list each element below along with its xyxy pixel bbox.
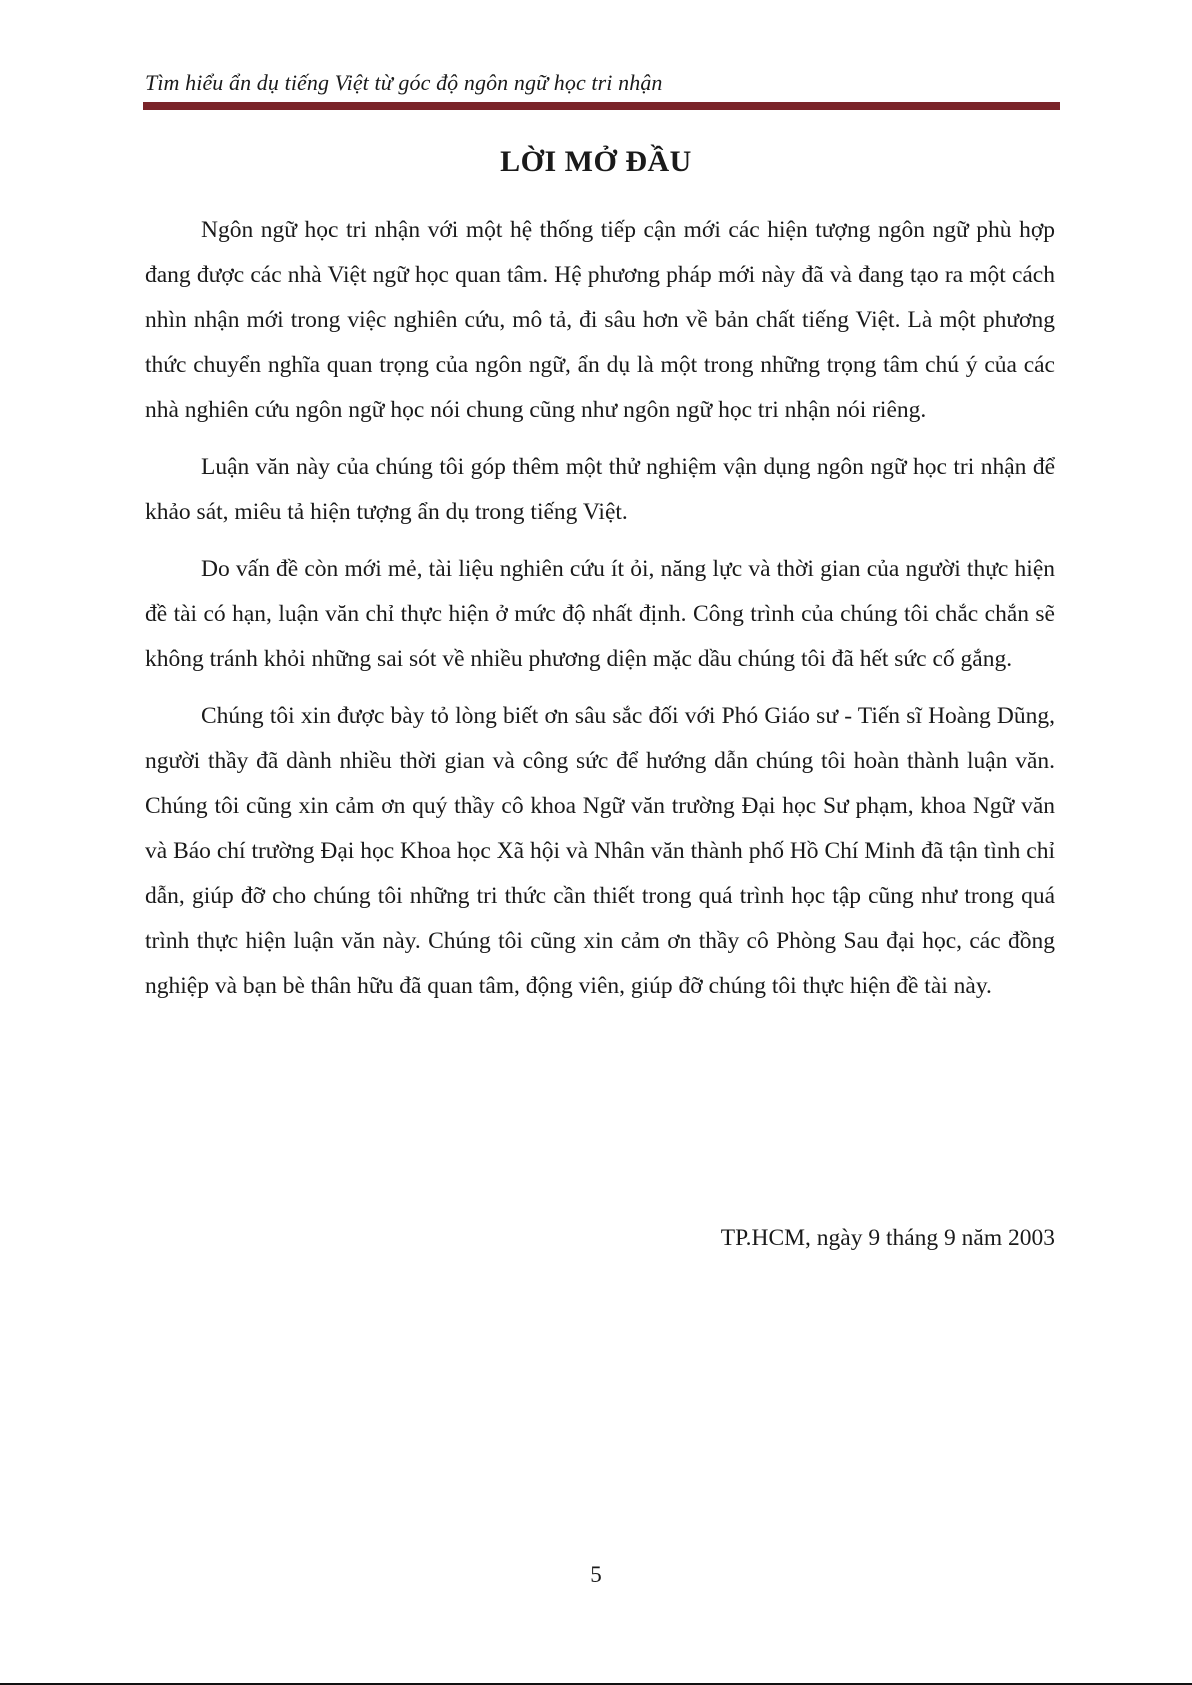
header-rule [143,102,1060,110]
paragraph-3: Do vấn đề còn mới mẻ, tài liệu nghiên cứu ít ỏi, năng lực và thời gian của người thực hiện đề tài có hạn, luận văn chỉ thực hiện ở mức độ nhất định. Công trình của chúng tôi chắc chắn sẽ không tránh khỏi những sai sót về nhiều phương diện mặc dầu chúng tôi đã hết sức cố gắng. [145,556,1055,672]
paragraph-1: Ngôn ngữ học tri nhận với một hệ thống tiếp cận mới các hiện tượng ngôn ngữ phù hợp đang được các nhà Việt ngữ học quan tâm. Hệ phương pháp mới này đã và đang tạo ra một cách nhìn nhận mới trong việc nghiên cứu, mô tả, đi sâu hơn về bản chất tiếng Việt. Là một phương thức chuyển nghĩa quan trọng của ngôn ngữ, ẩn dụ là một trong những trọng tâm chú ý của các nhà nghiên cứu ngôn ngữ học nói chung cũng như ngôn ngữ học tri nhận nói riêng. [145,217,1055,423]
body-text [145,208,1055,1021]
running-header: Tìm hiểu ẩn dụ tiếng Việt từ góc độ ngôn ngữ học tri nhận [145,70,663,95]
signoff-date: TP.HCM, ngày 9 tháng 9 năm 2003 [720,1225,1055,1251]
paragraph-2: Luận văn này của chúng tôi góp thêm một thử nghiệm vận dụng ngôn ngữ học tri nhận để khảo sát, miêu tả hiện tượng ẩn dụ trong tiếng Việt. [145,454,1055,525]
page-title: LỜI MỞ ĐẦU [500,145,692,178]
page-number: 5 [590,1562,602,1587]
paragraph-4: Chúng tôi xin được bày tỏ lòng biết ơn sâu sắc đối với Phó Giáo sư - Tiến sĩ Hoàng Dũng, người thầy đã dành nhiều thời gian và công sức để hướng dẫn chúng tôi hoàn thành luận văn. Chúng tôi cũng xin cảm ơn quý thầy cô khoa Ngữ văn trường Đại học Sư phạm, khoa Ngữ văn và Báo chí trường Đại học Khoa học Xã hội và Nhân văn thành phố Hồ Chí Minh đã tận tình chỉ dẫn, giúp đỡ cho chúng tôi những tri thức cần thiết trong quá trình học tập cũng như trong quá trình thực hiện luận văn này. Chúng tôi cũng xin cảm ơn thầy cô Phòng Sau đại học, các đồng nghiệp và bạn bè thân hữu đã quan tâm, động viên, giúp đỡ chúng tôi thực hiện đề tài này. [145,703,1055,999]
